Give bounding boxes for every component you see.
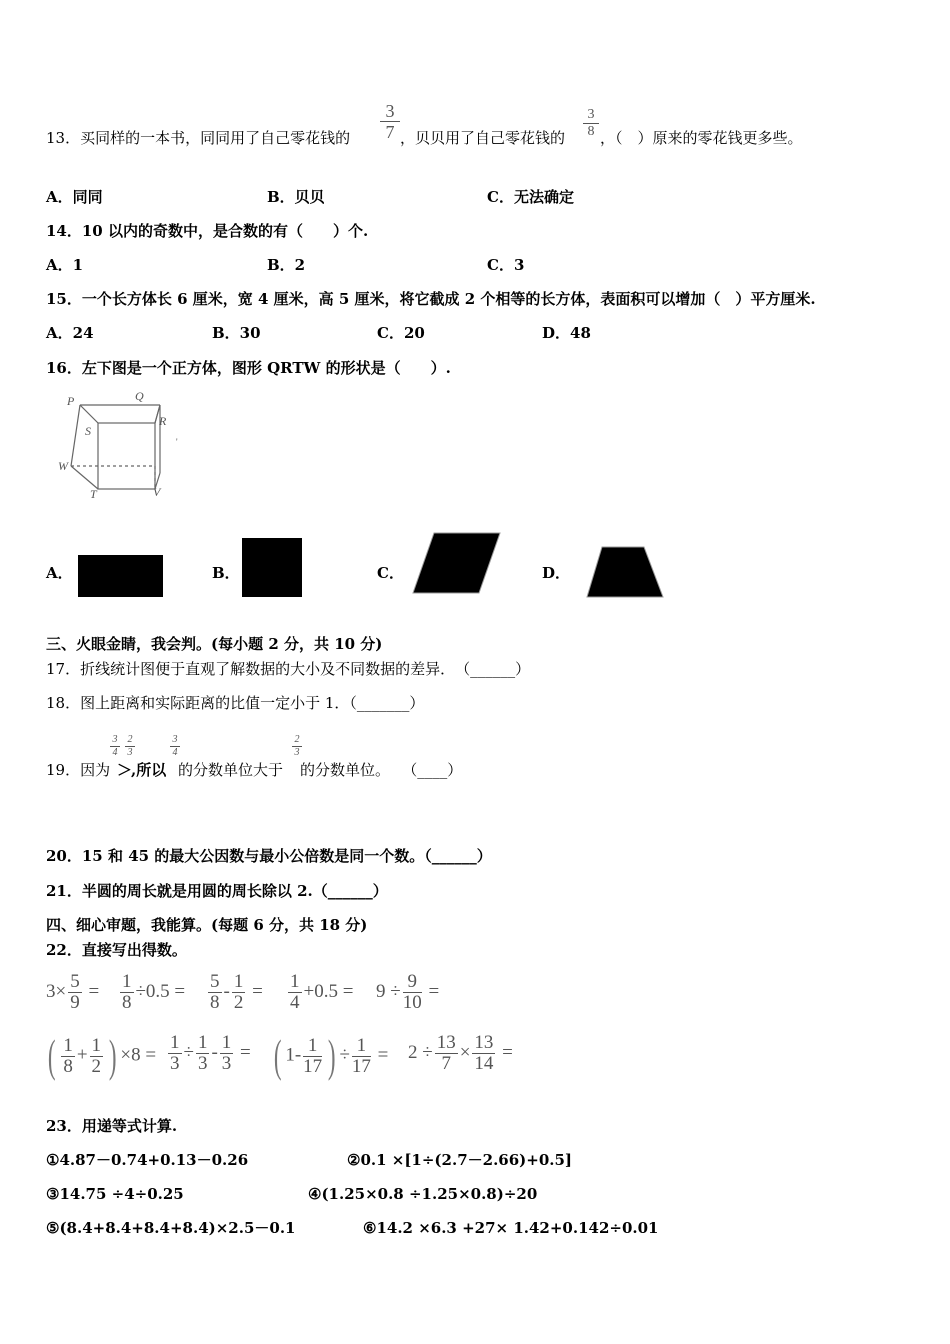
q16-option-b[interactable]: B． xyxy=(212,564,240,582)
q19-fraction-3-4: 3 4 xyxy=(110,735,120,758)
calc-expr-8: ( 1- $\frac{1}{17}$ ) ÷ $\frac{1}{17}$ = xyxy=(273,1030,389,1081)
q13-option-c[interactable]: C．无法确定 xyxy=(487,188,574,206)
q19-stem-b: ,所以 xyxy=(131,761,167,779)
q14-option-b[interactable]: B．2 xyxy=(267,256,306,274)
q16-option-a[interactable]: A． xyxy=(46,564,73,582)
q19-gt-sign: ＞ xyxy=(117,761,133,779)
q14-option-a[interactable]: A．1 xyxy=(46,256,84,274)
cube-label-r: R xyxy=(159,414,167,428)
q22-stem: 22．直接写出得数。 xyxy=(46,941,187,959)
q23-item-6: ⑥14.2 ×6.3 +27× 1.42+0.142÷0.01 xyxy=(363,1219,659,1237)
q13-stem-c: ，（ ）原来的零花钱更多些。 xyxy=(600,129,803,147)
q14-stem: 14．10 以内的奇数中，是合数的有（ ）个. xyxy=(46,222,369,240)
q19-stem-d: 的分数单位。 （____） xyxy=(300,761,463,779)
q15-stem: 15．一个长方体长 6 厘米，宽 4 厘米，高 5 厘米，将它截成 2 个相等的长方体，表面积可以增加（ ）平方厘米. xyxy=(46,290,816,308)
q23-item-5: ⑤(8.4+8.4+8.4+8.4)×2.5－0.1 xyxy=(46,1219,296,1237)
rectangle-shape xyxy=(78,555,164,598)
calc-expr-7: $\frac{1}{3}$ ÷ $\frac{1}{3}$ - $\frac{1}{3}$ = xyxy=(170,1032,251,1074)
q14-option-c[interactable]: C．3 xyxy=(487,256,525,274)
calc-expr-4: $\frac{1}{4}$ +0.5 = xyxy=(290,971,354,1013)
parallelogram-shape xyxy=(412,532,502,594)
q13-option-b[interactable]: B．贝贝 xyxy=(267,188,325,206)
section-3-heading: 三、火眼金睛，我会判。(每小题 2 分，共 10 分) xyxy=(46,635,383,653)
q15-option-a[interactable]: A．24 xyxy=(46,324,94,342)
q19-stem-c: 的分数单位大于 xyxy=(178,761,284,779)
q21-stem: 21．半圆的周长就是用圆的周长除以 2.（______） xyxy=(46,882,388,900)
q23-item-1: ①4.87－0.74+0.13－0.26 xyxy=(46,1151,249,1169)
q13-text: 13．买同样的一本书，同同用了自己零花钱的 xyxy=(46,129,351,147)
calc-expr-9: 2 ÷ $\frac{13}{7}$ × $\frac{13}{14}$ = xyxy=(408,1032,513,1074)
svg-text:': ' xyxy=(176,437,178,447)
q16-option-d[interactable]: D． xyxy=(542,564,571,582)
cube-label-q: Q xyxy=(135,389,144,403)
q17-stem: 17．折线统计图便于直观了解数据的大小及不同数据的差异． （______） xyxy=(46,660,531,678)
q20-stem: 20．15 和 45 的最大公因数与最小公倍数是同一个数。（______） xyxy=(46,847,492,865)
q15-option-d[interactable]: D．48 xyxy=(542,324,591,342)
q13-fraction-2: 3 8 xyxy=(583,108,599,139)
q23-item-2: ②0.1 ×[1÷(2.7－2.66)+0.5] xyxy=(347,1151,573,1169)
square-shape xyxy=(242,538,303,598)
q23-item-3: ③14.75 ÷4÷0.25 xyxy=(46,1185,184,1203)
cube-label-t: T xyxy=(90,487,97,501)
q16-stem: 16．左下图是一个正方体，图形 QRTW 的形状是（ ）. xyxy=(46,359,451,377)
q13-option-a[interactable]: A．同同 xyxy=(46,188,103,206)
calc-expr-6: ( $\frac{1}{8}$ + $\frac{1}{2}$ ) ×8 = xyxy=(47,1030,157,1081)
q13-stem-b: ，贝贝用了自己零花钱的 xyxy=(400,129,566,147)
q19-fraction-2-3: 2 3 xyxy=(125,735,135,758)
q18-stem: 18．图上距离和实际距离的比值一定小于 1．（_______） xyxy=(46,694,425,712)
cube-figure xyxy=(52,388,187,503)
q19-fraction-2-3-b: 2 3 xyxy=(292,735,302,758)
cube-label-p: P xyxy=(67,394,75,408)
calc-expr-5: 9 ÷ $\frac{9}{10}$ = xyxy=(376,971,440,1013)
calc-expr-3: $\frac{5}{8}$ - $\frac{1}{2}$ = xyxy=(210,971,263,1013)
q13-fraction-1: 3 7 xyxy=(380,102,400,141)
q15-option-b[interactable]: B．30 xyxy=(212,324,261,342)
trapezoid-shape xyxy=(586,546,664,598)
section-4-heading: 四、细心审题，我能算。(每题 6 分，共 18 分) xyxy=(46,916,368,934)
q13-stem xyxy=(46,128,350,148)
q15-option-c[interactable]: C．20 xyxy=(377,324,425,342)
q16-option-c[interactable]: C． xyxy=(377,564,404,582)
q23-item-4: ④(1.25×0.8 ÷1.25×0.8)÷20 xyxy=(308,1185,538,1203)
cube-label-s: S xyxy=(85,424,91,438)
calc-expr-1: 3× $\frac{5}{9}$ = xyxy=(46,971,100,1013)
q19-label: 19．因为 xyxy=(46,761,111,779)
q19-fraction-3-4-b: 3 4 xyxy=(170,735,180,758)
calc-expr-2: $\frac{1}{8}$ ÷0.5 = xyxy=(122,971,186,1013)
cube-label-w: W xyxy=(58,459,68,473)
cube-label-v: V xyxy=(153,485,161,499)
q23-stem: 23．用递等式计算. xyxy=(46,1117,178,1135)
